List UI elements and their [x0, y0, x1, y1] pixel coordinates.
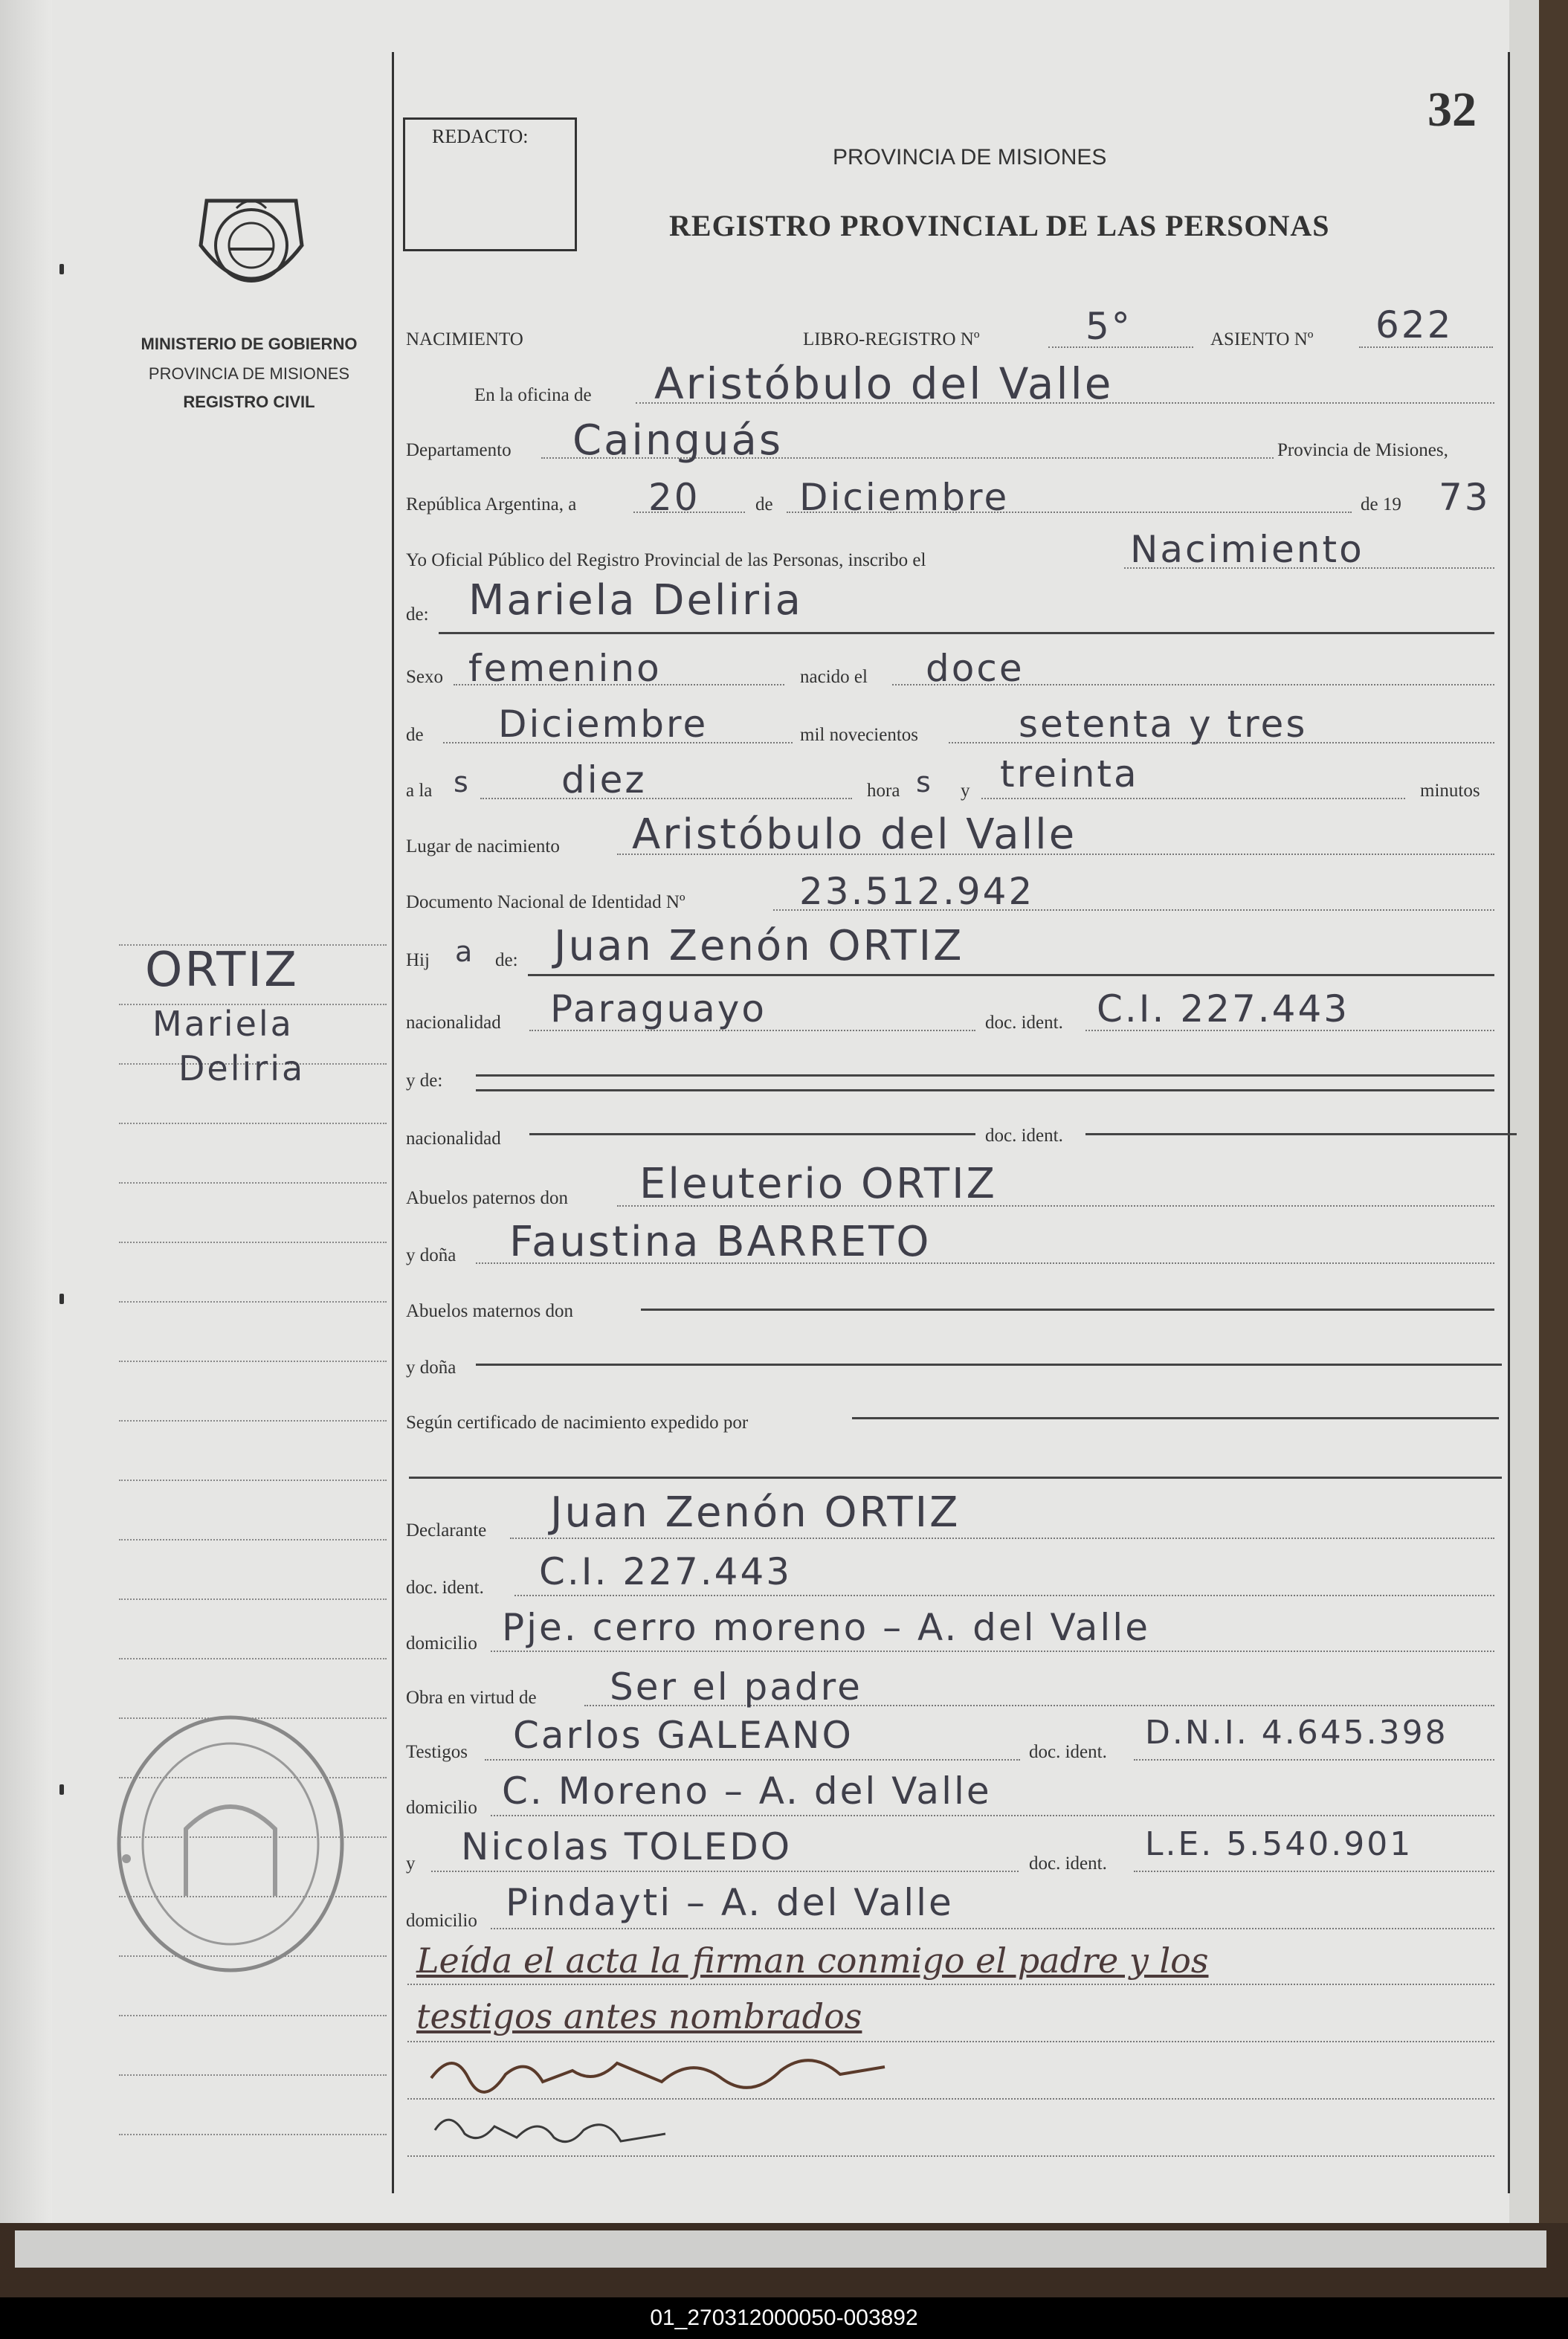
label-testigos: Testigos [406, 1742, 468, 1762]
value-nacionalidad: Paraguayo [550, 987, 767, 1030]
value-doc-t2: L.E. 5.540.901 [1145, 1825, 1413, 1863]
header-registry: REGISTRO PROVINCIAL DE LAS PERSONAS [669, 209, 1330, 242]
value-padre: Juan Zenón ORTIZ [554, 922, 964, 970]
label-ab-pat: Abuelos paternos don [406, 1188, 569, 1208]
value-doc-decl: C.I. 227.443 [539, 1550, 793, 1593]
provincial-seal-icon [192, 186, 311, 312]
label-oficina: En la oficina de [474, 385, 592, 405]
label-departamento: Departamento [406, 440, 512, 460]
margin-given2: Deliria [178, 1048, 306, 1088]
value-hora-s1: s [454, 766, 471, 799]
header-province: PROVINCIA DE MISIONES [833, 145, 1107, 170]
label-libro: LIBRO-REGISTRO Nº [803, 329, 980, 349]
value-testigo2: Nicolas TOLEDO [461, 1825, 793, 1868]
value-nombre: Mariela Deliria [468, 576, 803, 625]
frame-line-right [1508, 52, 1510, 2193]
label-mil: mil novecientos [800, 725, 918, 745]
value-sexo: femenino [468, 647, 662, 690]
label-segun: Según certificado de nacimiento expedido por [406, 1413, 749, 1433]
value-dni: 23.512.942 [799, 870, 1035, 913]
value-mes: Diciembre [799, 476, 1010, 519]
value-libro: 5° [1085, 305, 1132, 348]
frame-line-left [392, 52, 394, 2193]
label-obra: Obra en virtud de [406, 1688, 537, 1708]
value-anio: 73 [1439, 476, 1491, 519]
label-republica: República Argentina, a [406, 494, 577, 514]
label-nacionalidad2: nacionalidad [406, 1129, 501, 1149]
value-hijo-suffix: a [455, 935, 475, 968]
ministry-line3: REGISTRO CIVIL [183, 393, 315, 411]
page-bottom-edge [15, 2230, 1546, 2268]
label-nacimiento: NACIMIENTO [406, 329, 523, 349]
page-number: 32 [1427, 83, 1477, 137]
label-de2: de [406, 725, 424, 745]
binding-hole [59, 1294, 64, 1304]
label-nacido: nacido el [800, 667, 868, 687]
binding-hole [59, 264, 64, 274]
value-nacido: doce [926, 647, 1025, 690]
label-de-padre: de: [495, 950, 518, 970]
value-doc-padre: C.I. 227.443 [1097, 987, 1350, 1030]
label-de-nombre: de: [406, 604, 429, 625]
label-y-dona: y doña [406, 1245, 456, 1265]
label-de-anio: de 19 [1361, 494, 1401, 514]
binding-hole [59, 1784, 64, 1795]
value-oficina: Aristóbulo del Valle [654, 358, 1114, 409]
value-anio-nac: setenta y tres [1019, 703, 1308, 746]
value-domicilio-decl: Pje. cerro moreno – A. del Valle [502, 1606, 1150, 1649]
label-asiento: ASIENTO Nº [1210, 329, 1314, 349]
ministry-line2: PROVINCIA DE MISIONES [148, 364, 350, 383]
label-domicilio2: domicilio [406, 1798, 477, 1818]
value-hora: diez [561, 758, 647, 801]
label-domicilio3: domicilio [406, 1911, 477, 1931]
label-ab-mat: Abuelos maternos don [406, 1301, 573, 1321]
label-y-dona2: y doña [406, 1358, 456, 1378]
closing-line1: Leída el acta la firman conmigo el padre y los [416, 1940, 1209, 1981]
label-de-mes: de [755, 494, 773, 514]
label-y: y [961, 781, 970, 801]
redacto-label: REDACTO: [432, 126, 529, 147]
label-a-la: a la [406, 781, 433, 801]
registry-stamp-icon [104, 1703, 357, 1985]
value-minutos: treinta [1000, 752, 1139, 796]
label-y-de: y de: [406, 1071, 443, 1091]
value-doc-t1: D.N.I. 4.645.398 [1145, 1714, 1448, 1752]
label-doc-ident3: doc. ident. [406, 1578, 484, 1598]
value-abuelo-pat: Eleuterio ORTIZ [639, 1160, 997, 1208]
value-domicilio-t2: Pindayti – A. del Valle [506, 1881, 954, 1924]
value-domicilio-t1: C. Moreno – A. del Valle [502, 1769, 992, 1813]
label-domicilio: domicilio [406, 1633, 477, 1654]
label-doc-ident2: doc. ident. [985, 1126, 1063, 1146]
value-departamento: Cainguás [572, 416, 783, 465]
value-testigo1: Carlos GALEANO [513, 1714, 854, 1757]
value-lugar: Aristóbulo del Valle [632, 810, 1077, 859]
label-declarante: Declarante [406, 1520, 487, 1540]
label-minutos: minutos [1420, 781, 1480, 801]
value-mes-nac: Diciembre [498, 703, 709, 746]
label-lugar: Lugar de nacimiento [406, 836, 560, 856]
margin-given1: Mariela [152, 1004, 294, 1044]
book-spine [0, 0, 52, 2230]
label-doc-ident: doc. ident. [985, 1013, 1063, 1033]
label-y2: y [406, 1854, 416, 1874]
value-dia: 20 [648, 476, 700, 519]
value-obra: Ser el padre [610, 1665, 862, 1709]
value-abuela-pat: Faustina BARRETO [509, 1218, 932, 1266]
label-doc-ident4: doc. ident. [1029, 1742, 1107, 1762]
value-hora-s2: s [916, 766, 933, 799]
label-nacionalidad: nacionalidad [406, 1013, 501, 1033]
image-caption: 01_270312000050-003892 [0, 2297, 1568, 2339]
value-asiento: 622 [1375, 303, 1454, 346]
page-edge [1509, 0, 1539, 2230]
ministry-line1: MINISTERIO DE GOBIERNO [141, 335, 358, 353]
label-hora: hora [867, 781, 900, 801]
value-acto: Nacimiento [1130, 528, 1364, 571]
margin-surname: ORTIZ [145, 943, 299, 998]
label-sexo: Sexo [406, 667, 443, 687]
label-doc-ident5: doc. ident. [1029, 1854, 1107, 1874]
redacto-box [403, 117, 577, 251]
signature-juan-zenon-ortiz [424, 2041, 907, 2100]
closing-line2: testigos antes nombrados [416, 1996, 862, 2036]
label-dni: Documento Nacional de Identidad Nº [406, 892, 685, 912]
label-hijo: Hij [406, 950, 430, 970]
label-yo-oficial: Yo Oficial Público del Registro Provincial de las Personas, inscribo el [406, 550, 926, 570]
label-provincia: Provincia de Misiones, [1277, 440, 1448, 460]
signature-carlos-galeano [428, 2100, 680, 2160]
value-declarante: Juan Zenón ORTIZ [550, 1488, 961, 1537]
